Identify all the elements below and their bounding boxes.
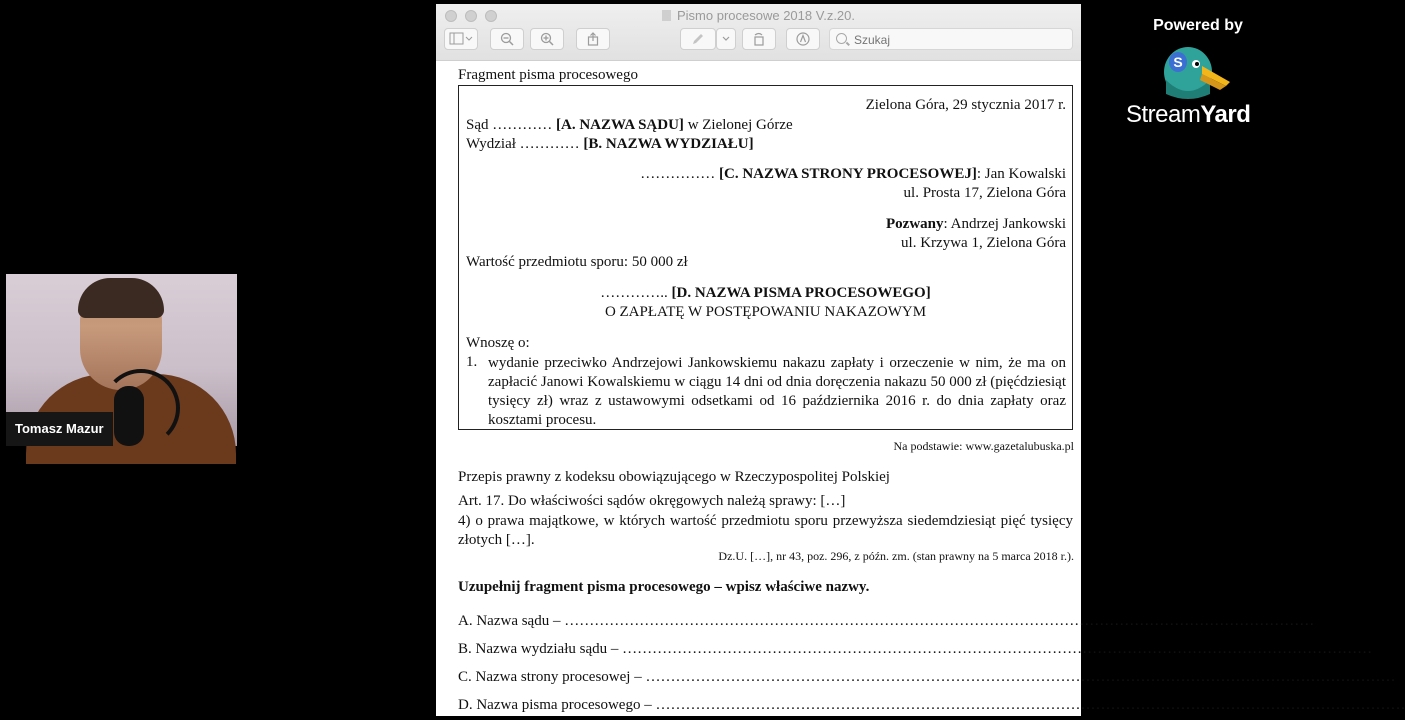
share-button[interactable] — [576, 28, 610, 50]
doc-title-line — [458, 285, 1073, 302]
svg-text:S: S — [1173, 54, 1183, 70]
court-suffix: w Zielonej Górze — [687, 117, 793, 133]
search-field[interactable] — [829, 28, 1073, 50]
window-title-text: Pismo procesowe 2018 V.z.20. — [676, 8, 855, 23]
zoom-in-icon — [540, 32, 554, 46]
doc-title-prefix: ………….. — [600, 285, 668, 301]
share-icon — [586, 32, 600, 46]
window-titlebar — [436, 4, 1081, 61]
markup-circle-icon — [796, 32, 810, 46]
brand-bold: Yard — [1200, 101, 1251, 128]
department-line — [466, 136, 754, 153]
doc-subtitle: O ZAPŁATĘ W POSTĘPOWANIU NAKAZOWYM — [604, 304, 927, 320]
doc-title-placeholder: [D. NAZWA PISMA PROCESOWEGO] — [671, 285, 931, 301]
streamyard-wordmark — [1126, 101, 1250, 129]
dept-placeholder: [B. NAZWA WYDZIAŁU] — [583, 136, 754, 152]
annotate-button[interactable] — [786, 28, 820, 50]
request-text: wydanie przeciwko Andrzejowi Jankowskiemu nakazu zapłaty i orzeczenie w nim, że ma on zapłacić Janowi Kowalskiemu w ciągu 14 dni od dnia doręczenia nakazu 50 000 zł (pięćdziesiąt tysięcy zł) wraz z ustawowymi odsetkami od 16 października 2016 r. do dnia zapłaty oraz kosztami procesu. — [488, 355, 1066, 428]
party-placeholder: [C. NAZWA STRONY PROCESOWEJ] — [719, 166, 977, 182]
rotate-button[interactable] — [742, 28, 776, 50]
zoom-out-icon — [500, 32, 514, 46]
court-prefix: Sąd ………… — [466, 117, 553, 133]
brand-light: Stream — [1126, 101, 1201, 128]
party-prefix: …………… — [640, 166, 716, 182]
search-icon — [836, 33, 847, 44]
law-paragraph: 4) o prawa majątkowe, w których wartość przedmiotu sporu przewyższa siedemdziesiąt pięć tysięcy złotych […]. — [458, 513, 1073, 548]
zoom-in-button[interactable] — [530, 28, 564, 50]
answer-line-b: B. Nazwa wydziału sądu – …………………………………………………………………………………………………………………………………… — [458, 641, 1373, 657]
chevron-down-icon — [721, 32, 731, 46]
law-heading: Przepis prawny z kodeksu obowiązującego w Rzeczypospolitej Polskiej — [458, 469, 890, 485]
sidebar-toggle-button[interactable] — [444, 28, 478, 50]
streamyard-duck-logo-icon — [1160, 44, 1232, 100]
pen-icon — [691, 32, 705, 46]
defendant-name: : Andrzej Jankowski — [943, 216, 1066, 232]
microphone — [114, 386, 144, 446]
answer-label-c: C. Nazwa strony procesowej – — [458, 669, 642, 685]
answer-line-a: A. Nazwa sądu – …………………………………………………………………………………………………………………………………… — [458, 613, 1315, 629]
defendant-address: ul. Krzywa 1, Zielona Góra — [901, 235, 1066, 251]
request-number: 1. — [466, 354, 478, 370]
defendant-label: Pozwany — [886, 216, 944, 232]
party-name: : Jan Kowalski — [976, 166, 1066, 182]
powered-by-label: Powered by — [1153, 17, 1243, 34]
markup-dropdown-button[interactable] — [716, 28, 736, 50]
task-instruction: Uzupełnij fragment pisma procesowego – wpisz właściwe nazwy. — [458, 579, 870, 595]
sidebar-icon — [449, 32, 473, 46]
answer-label-a: A. Nazwa sądu – — [458, 613, 561, 629]
participant-name-tag: Tomasz Mazur — [6, 412, 113, 446]
defendant-line — [886, 216, 1066, 233]
party-line — [640, 166, 1066, 183]
law-citation: Dz.U. […], nr 43, poz. 296, z późn. zm. (stan prawny na 5 marca 2018 r.). — [718, 549, 1074, 563]
answer-label-b: B. Nazwa wydziału sądu – — [458, 641, 619, 657]
court-placeholder: [A. NAZWA SĄDU] — [556, 117, 684, 133]
answer-line-d: D. Nazwa pisma procesowego – …………………………………………………………………………………………………………………………………… — [458, 697, 1405, 713]
dept-prefix: Wydział ………… — [466, 136, 580, 152]
answer-label-d: D. Nazwa pisma procesowego – — [458, 697, 652, 713]
window-title — [436, 8, 1081, 23]
law-article: Art. 17. Do właściwości sądów okręgowych należą sprawy: […] — [458, 493, 846, 509]
party-address: ul. Prosta 17, Zielona Góra — [903, 185, 1066, 201]
markup-pen-button[interactable] — [680, 28, 716, 50]
letter-date: Zielona Góra, 29 stycznia 2017 r. — [865, 97, 1066, 113]
document-icon — [662, 10, 671, 21]
source-note: Na podstawie: www.gazetalubuska.pl — [893, 439, 1074, 453]
search-input[interactable] — [852, 30, 1066, 50]
person-hair — [78, 278, 164, 318]
dispute-value: Wartość przedmiotu sporu: 50 000 zł — [466, 254, 688, 270]
answer-line-c: C. Nazwa strony procesowej – …………………………………………………………………………………………………………………………………… — [458, 669, 1396, 685]
fragment-heading: Fragment pisma procesowego — [458, 67, 638, 83]
court-line — [466, 117, 793, 134]
rotate-icon — [752, 32, 766, 46]
request-intro: Wnoszę o: — [466, 335, 530, 351]
zoom-out-button[interactable] — [490, 28, 524, 50]
